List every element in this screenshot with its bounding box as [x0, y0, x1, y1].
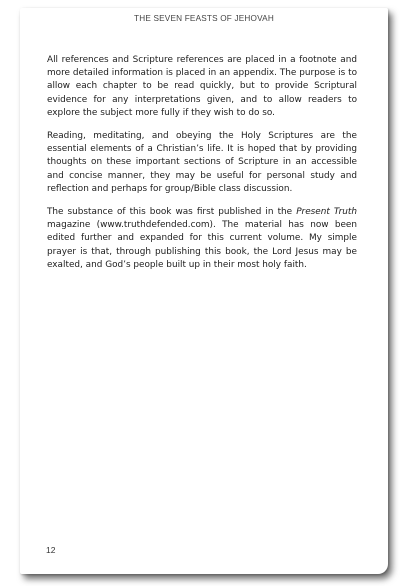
magazine-title: Present Truth: [296, 207, 357, 218]
page-number: 12: [46, 545, 56, 555]
paragraph-substance-start: The substance of this book was first published in the: [47, 207, 297, 218]
running-header: THE SEVEN FEASTS OF JEHOVAH: [134, 14, 274, 23]
book-page: [20, 8, 388, 574]
paragraph-substance: [47, 206, 357, 272]
paragraph-references: All references and Scripture references are placed in a footnote and more detailed information is placed in an appendix. The purpose is to allow each chapter to be read quickly, but to provide Scriptural evidence for any interpretations given, and to allow readers to explore the subject more fully if they wish to do so.: [47, 55, 357, 118]
paragraph-scriptures: Reading, meditating, and obeying the Holy Scriptures are the essential elements of a Christian’s life. It is hoped that by providing thoughts on these important sections of Scripture in an accessible and concise manner, they may be useful for personal study and reflection and perhaps for group/Bible class discussion.: [47, 131, 357, 194]
paragraph-substance-end: magazine (www.truthdefended.com). The material has now been edited further and expanded for this current volume. My simple prayer is that, through publishing this book, the Lord Jesus may be exalted, and God’s people built up in their most holy faith.: [47, 220, 357, 270]
body-text: [47, 54, 357, 282]
